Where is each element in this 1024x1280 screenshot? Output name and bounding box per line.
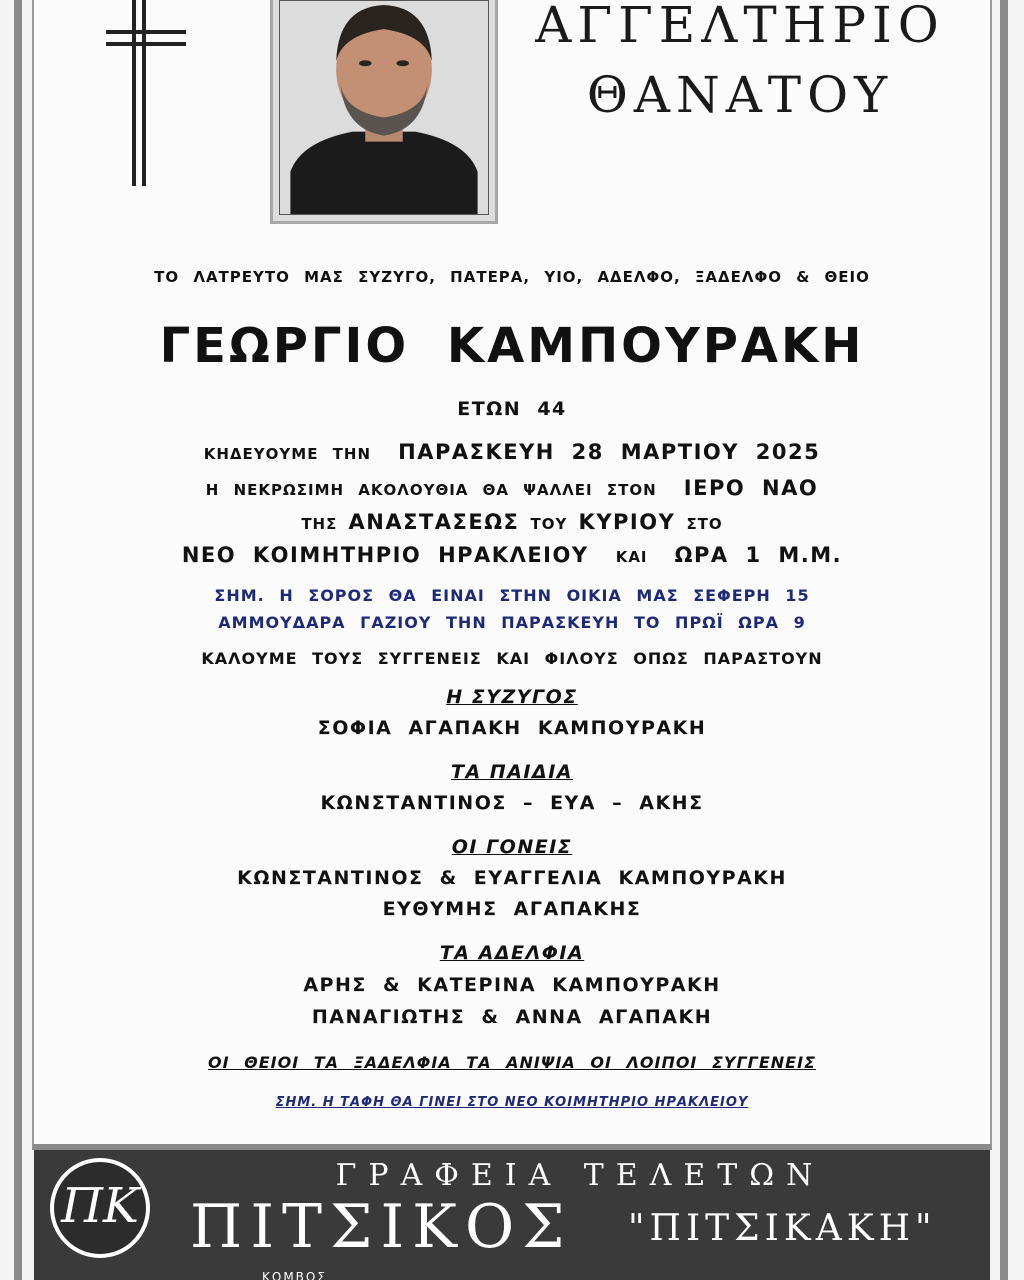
- cemetery-and: ΚΑΙ: [615, 548, 648, 566]
- intro-line: ΤΟ ΛΑΤΡΕΥΤΟ ΜΑΣ ΣΥΖΥΓΟ, ΠΑΤΕΡΑ, ΥΙΟ, ΑΔΕΛΦΟ, ΞΑΔΕΛΦΟ & ΘΕΙΟ: [154, 268, 870, 286]
- funeral-date-prefix: ΚΗΔΕΥΟΥΜΕ ΤΗΝ: [203, 445, 372, 463]
- parents-label: ΟΙ ΓΟΝΕΙΣ: [451, 836, 573, 858]
- burial-note: ΣΗΜ. Η ΤΑΦΗ ΘΑ ΓΙΝΕΙ ΣΤΟ ΝΕΟ ΚΟΙΜΗΤΗΡΙΟ ΗΡΑΚΛΕΙΟΥ: [275, 1095, 749, 1110]
- other-relatives: ΟΙ ΘΕΙΟΙ ΤΑ ΞΑΔΕΛΦΙΑ ΤΑ ΑΝΙΨΙΑ ΟΙ ΛΟΙΠΟΙ ΣΥΓΓΕΝΕΙΣ: [207, 1053, 816, 1072]
- church-word-4: ΚΥΡΙΟΥ: [578, 510, 676, 534]
- funeral-date: ΠΑΡΑΣΚΕΥΗ 28 ΜΑΡΤΙΟΥ 2025: [398, 440, 821, 464]
- deceased-name: ΓΕΩΡΓΙΟ ΚΑΜΠΟΥΡΑΚΗ: [159, 318, 865, 374]
- cemetery-name: ΝΕΟ ΚΟΙΜΗΤΗΡΙΟ ΗΡΑΚΛΕΙΟΥ: [181, 543, 589, 567]
- parents-line-1: ΚΩΝΣΤΑΝΤΙΝΟΣ & ΕΥΑΓΓΕΛΙΑ ΚΑΜΠΟΥΡΑΚΗ: [237, 867, 787, 889]
- header-title-line1: ΑΓΓΕΛΤΗΡΙΟ: [535, 0, 945, 54]
- spouse-label: Η ΣΥΖΥΓΟΣ: [446, 686, 578, 708]
- cross-icon: [106, 0, 186, 190]
- funeral-home-alt-name: "ΠΙΤΣΙΚΑΚΗ": [628, 1208, 937, 1249]
- funeral-home-location: ΚΟΜΒΟΣ: [262, 1270, 327, 1280]
- portrait-image: [280, 1, 488, 214]
- header-title-line2: ΘΑΝΑΤΟΥ: [586, 66, 894, 124]
- church-word-2: ΑΝΑΣΤΑΣΕΩΣ: [348, 510, 520, 534]
- funeral-home-title: ΓΡΑΦΕΙΑ ΤΕΛΕΤΩΝ: [335, 1158, 825, 1193]
- cemetery-line: [34, 543, 990, 567]
- portrait-photo: [270, 0, 498, 224]
- siblings-label: ΤΑ ΑΔΕΛΦΙΑ: [439, 942, 585, 964]
- deceased-age: ΕΤΩΝ 44: [457, 398, 567, 420]
- church-label: ΙΕΡΟ ΝΑΟ: [683, 476, 819, 500]
- church-word-3: ΤΟΥ: [530, 515, 568, 533]
- funeral-home-logo: [50, 1158, 150, 1258]
- note-line-2: ΑΜΜΟΥΔΑΡΑ ΓΑΖΙΟΥ ΤΗΝ ΠΑΡΑΣΚΕΥΗ ΤΟ ΠΡΩΪ ΩΡΑ 9: [218, 613, 806, 632]
- funeral-time: ΩΡΑ 1 Μ.Μ.: [674, 543, 843, 567]
- funeral-home-name: ΠΙΤΣΙΚΟΣ: [190, 1192, 573, 1262]
- siblings-line-1: ΑΡΗΣ & ΚΑΤΕΡΙΝΑ ΚΑΜΠΟΥΡΑΚΗ: [303, 974, 721, 996]
- children-label: ΤΑ ΠΑΙΔΙΑ: [451, 761, 573, 783]
- parents-line-2: ΕΥΘΥΜΗΣ ΑΓΑΠΑΚΗΣ: [382, 898, 642, 920]
- invite-line: ΚΑΛΟΥΜΕ ΤΟΥΣ ΣΥΓΓΕΝΕΙΣ ΚΑΙ ΦΙΛΟΥΣ ΟΠΩΣ ΠΑΡΑΣΤΟΥΝ: [201, 649, 823, 668]
- children-names: ΚΩΝΣΤΑΝΤΙΝΟΣ – ΕΥΑ – ΑΚΗΣ: [320, 792, 704, 814]
- church-word-1: ΤΗΣ: [301, 515, 338, 533]
- church-name-line: [34, 510, 990, 534]
- funeral-date-line: [34, 440, 990, 464]
- spouse-name: ΣΟΦΙΑ ΑΓΑΠΑΚΗ ΚΑΜΠΟΥΡΑΚΗ: [317, 717, 707, 739]
- siblings-line-2: ΠΑΝΑΓΙΩΤΗΣ & ΑΝΝΑ ΑΓΑΠΑΚΗ: [311, 1006, 713, 1028]
- service-text: Η ΝΕΚΡΩΣΙΜΗ ΑΚΟΛΟΥΘΙΑ ΘΑ ΨΑΛΛΕΙ ΣΤΟΝ: [205, 481, 657, 499]
- note-line-1: ΣΗΜ. Η ΣΟΡΟΣ ΘΑ ΕΙΝΑΙ ΣΤΗΝ ΟΙΚΙΑ ΜΑΣ ΣΕΦΕΡΗ 15: [214, 586, 810, 605]
- church-word-5: ΣΤΟ: [686, 515, 723, 533]
- service-line: [34, 476, 990, 500]
- logo-text: ΠΚ: [61, 1178, 139, 1234]
